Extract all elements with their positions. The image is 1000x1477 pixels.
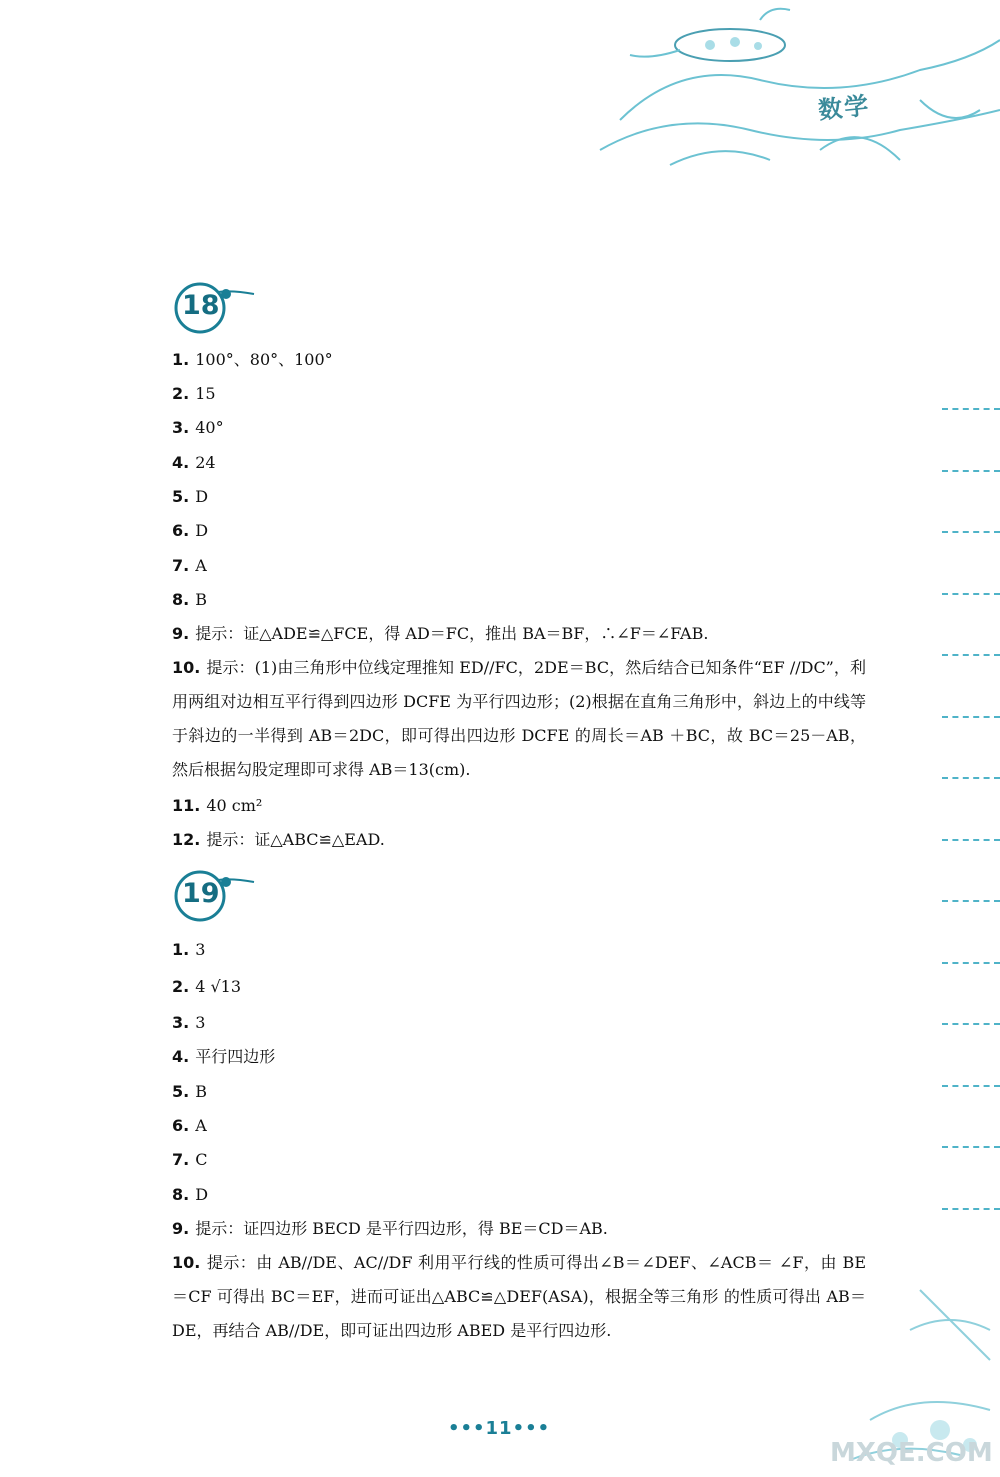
answer-19-1: 1. 3: [172, 940, 206, 959]
watermark-logo: MXQE.COM: [830, 1438, 993, 1468]
header-title: 数学: [816, 90, 872, 125]
answer-18-9: 9. 提示：证△ADE≌△FCE，得 AD＝FC，推出 BA＝BF，∴∠F＝∠FAB.: [172, 624, 709, 643]
answer-19-5: 5. B: [172, 1082, 207, 1101]
answer-19-3: 3. 3: [172, 1013, 206, 1032]
answer-19-8: 8. D: [172, 1185, 209, 1204]
answer-18-12: 12. 提示：证△ABC≌△EAD.: [172, 830, 385, 849]
answer-19-7: 7. C: [172, 1150, 208, 1169]
answer-18-8: 8. B: [172, 590, 207, 609]
answer-19-4: 4. 平行四边形: [172, 1047, 276, 1066]
answer-18-1: 1. 100°、80°、100°: [172, 350, 333, 369]
margin-dash-lines: [942, 400, 1000, 1261]
page-number: •••11•••: [448, 1418, 551, 1439]
answer-18-7: 7. A: [172, 556, 207, 575]
answer-19-6: 6. A: [172, 1116, 207, 1135]
answer-18-3: 3. 40°: [172, 418, 224, 437]
answer-18-6: 6. D: [172, 521, 209, 540]
answer-18-2: 2. 15: [172, 384, 216, 403]
answer-19-10: 10. 提示：由 AB//DE、AC//DF 利用平行线的性质可得出∠B＝∠DEF、∠ACB＝ ∠F，由 BE＝CF 可得出 BC＝EF，进而可证出△ABC≌△DEF(ASA)，根据全等三角形 的性质可得出 AB＝DE，再结合 AB//DE，即可证出四边形 ABED 是平行四边形.: [172, 1253, 866, 1340]
answer-18-4: 4. 24: [172, 453, 216, 472]
answer-19-9: 9. 提示：证四边形 BECD 是平行四边形，得 BE＝CD＝AB.: [172, 1219, 608, 1238]
answer-18-11: 11. 40 cm²: [172, 796, 263, 815]
answer-18-5: 5. D: [172, 487, 209, 506]
answer-18-10: 10. 提示：(1)由三角形中位线定理推知 ED//FC，2DE＝BC，然后结合已知条件“EF //DC”，利用两组对边相互平行得到四边形 DCFE 为平行四边形；(2)根据在直角三角形中，斜边上的中线等于斜边的一半得到 AB＝2DC，即可得出四边形 DCFE 的周长＝AB ＋BC，故 BC＝25－AB，然后根据勾股定理即可求得 AB＝13(cm).: [172, 658, 866, 779]
answer-19-2: 2. 4 √13: [172, 977, 242, 996]
section-number-18: 18: [182, 290, 220, 321]
header-decoration: [560, 0, 1000, 190]
section-number-19: 19: [182, 878, 220, 909]
